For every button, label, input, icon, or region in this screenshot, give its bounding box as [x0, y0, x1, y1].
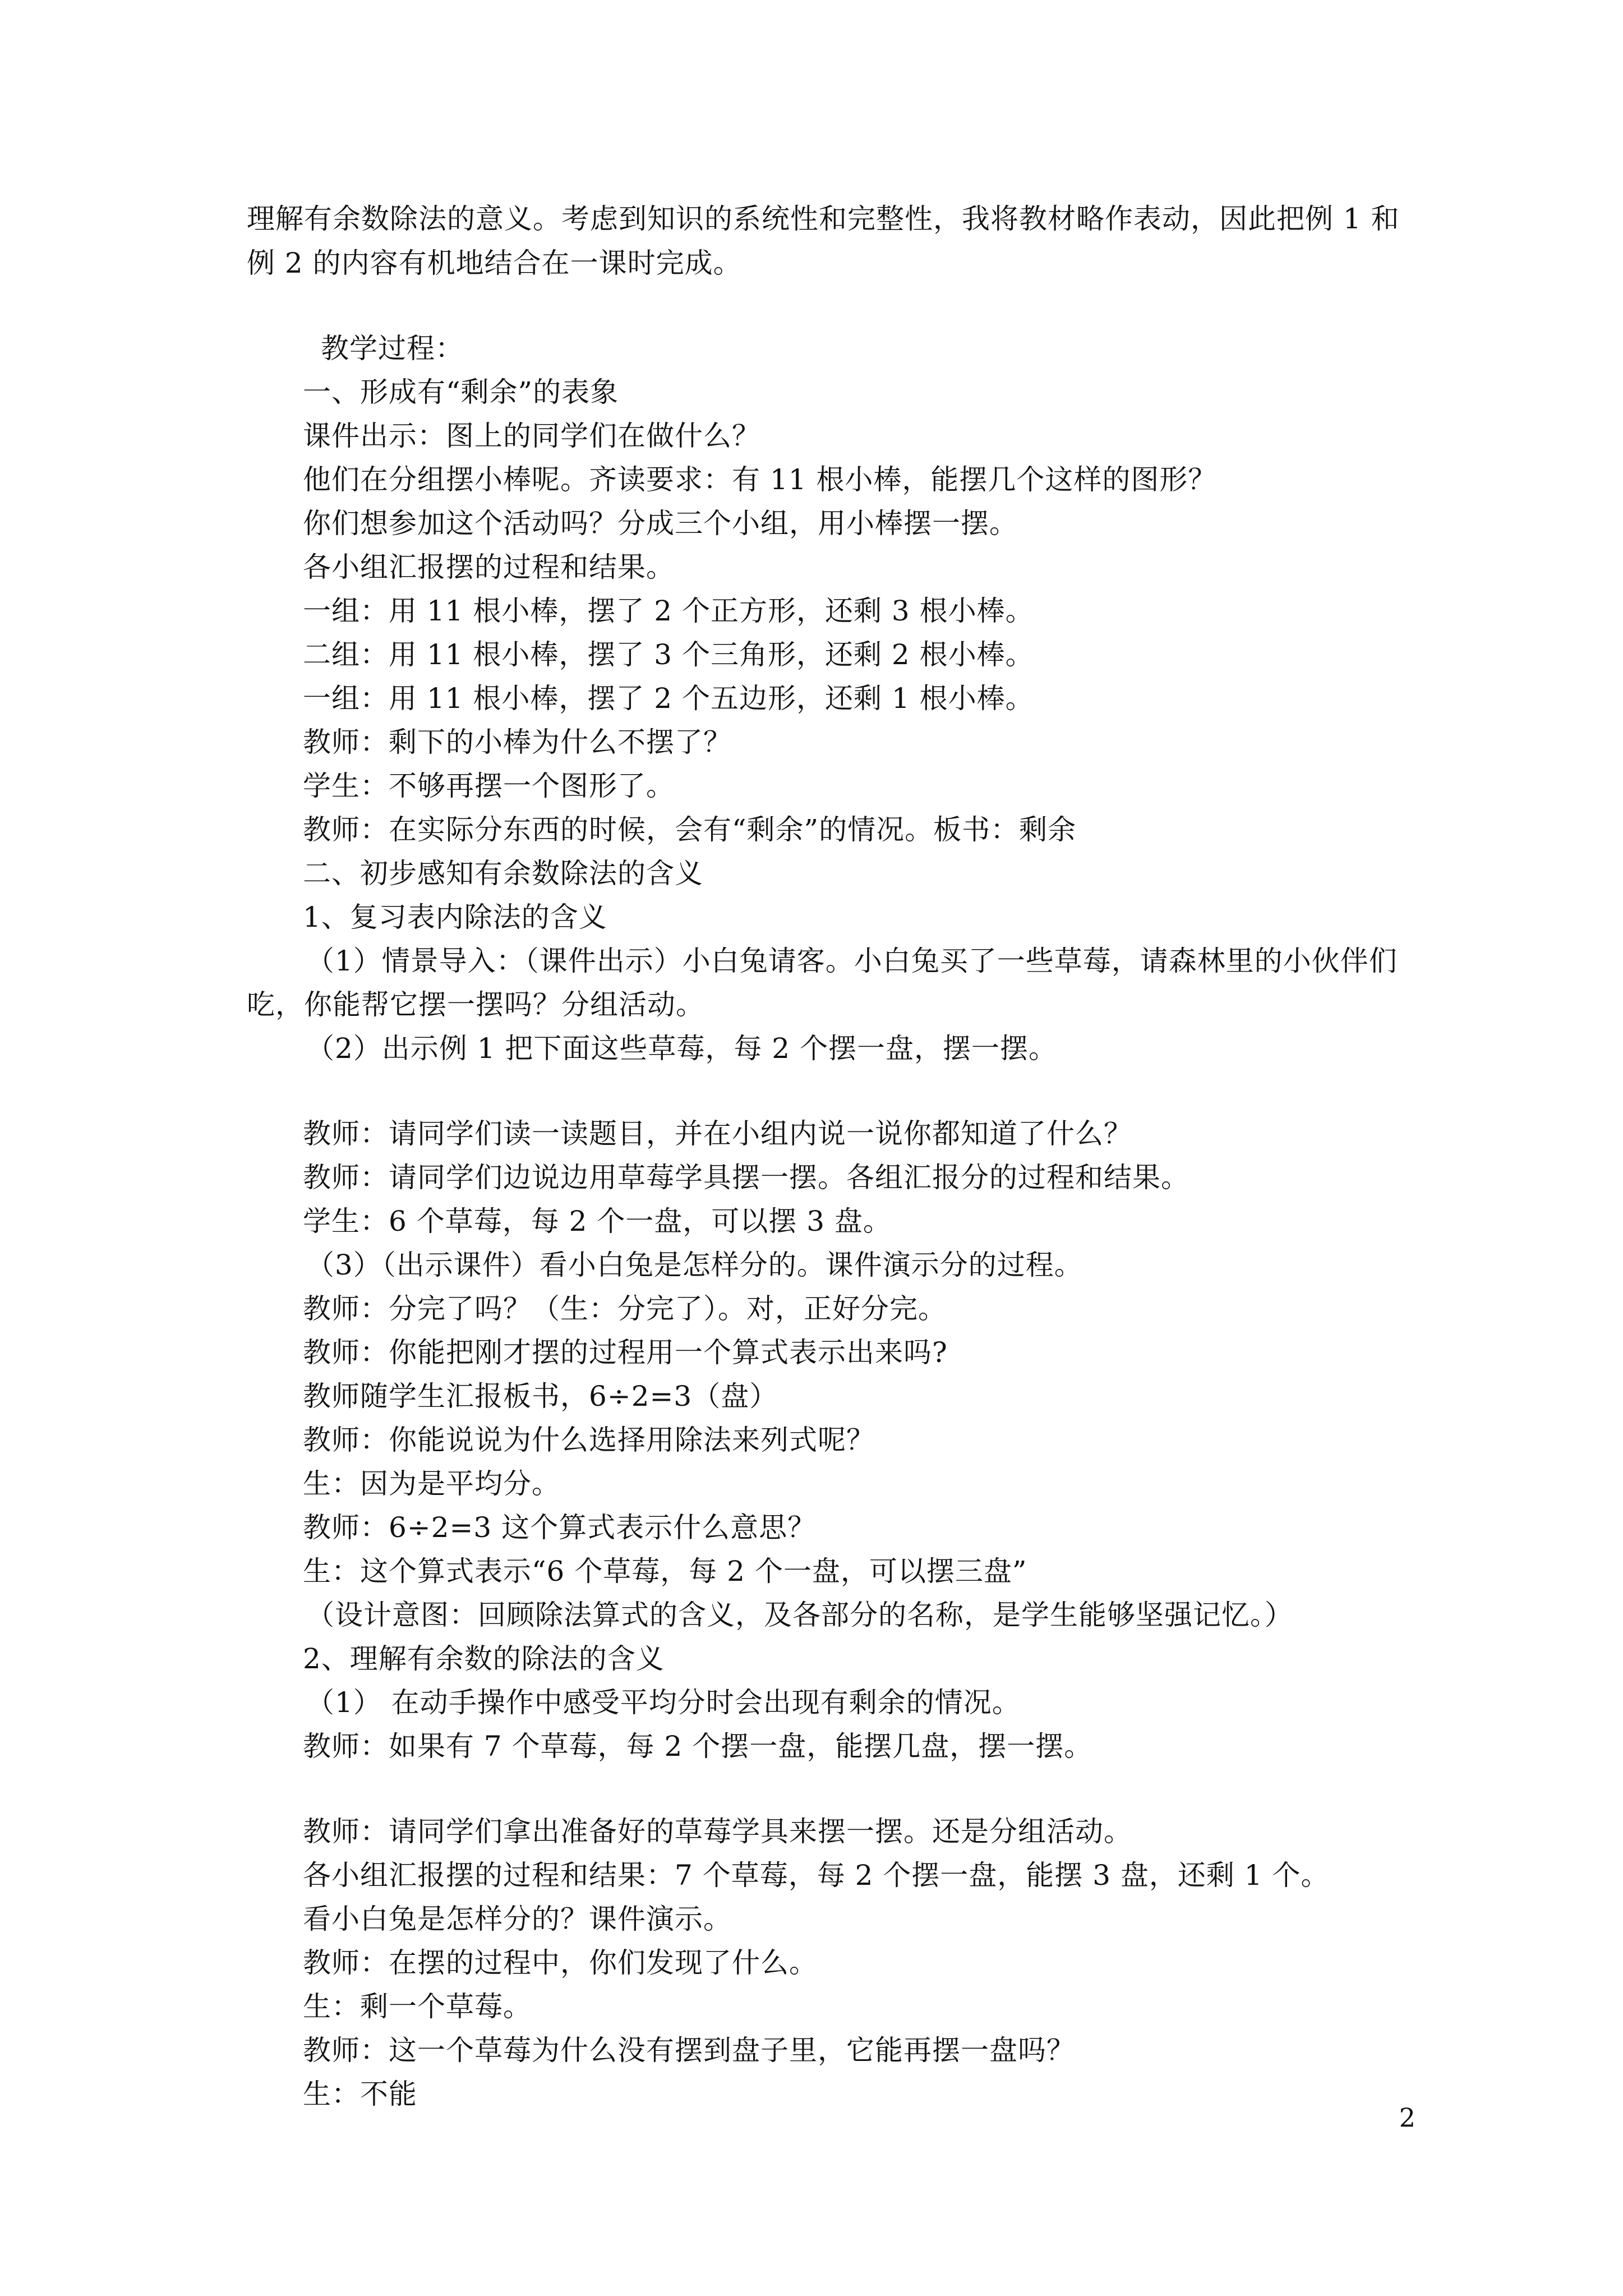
paragraph-line: 生：剩一个草莓。: [303, 1990, 532, 2023]
page-number: 2: [1399, 2102, 1415, 2133]
paragraph-line: （3）（出示课件）看小白兔是怎样分的。课件演示分的过程。: [306, 1249, 1083, 1281]
intro-line-2: 例 2 的内容有机地结合在一课时完成。: [247, 247, 742, 279]
section-1-title: 一、形成有“剩余”的表象: [303, 376, 619, 408]
paragraph-line: 各小组汇报摆的过程和结果。: [303, 551, 675, 583]
paragraph-line: 学生：不够再摆一个图形了。: [303, 770, 675, 802]
paragraph-line: 教师：你能说说为什么选择用除法来列式呢？: [303, 1424, 875, 1456]
paragraph-line: 生：不能: [303, 2078, 417, 2110]
subsection-2-title: 2、理解有余数的除法的含义: [303, 1642, 665, 1675]
paragraph-line: 生：因为是平均分。: [303, 1467, 560, 1500]
paragraph-line: （1）情景导入：（课件出示）小白兔请客。小白兔买了一些草莓，请森林里的小伙伴们: [306, 945, 1398, 977]
paragraph-line: 教师：分完了吗？（生：分完了）。对，正好分完。: [303, 1292, 947, 1325]
paragraph-line: 他们在分组摆小棒呢。齐读要求：有 11 根小棒，能摆几个这样的图形？: [303, 463, 1217, 496]
intro-line-1: 理解有余数除法的意义。考虑到知识的系统性和完整性，我将教材略作表动，因此把例 1 和: [247, 203, 1400, 235]
paragraph-line: 二组：用 11 根小棒，摆了 3 个三角形，还剩 2 根小棒。: [303, 638, 1034, 671]
paragraph-line: 吃，你能帮它摆一摆吗？分组活动。: [247, 988, 704, 1021]
paragraph-line: （设计意图：回顾除法算式的含义，及各部分的名称，是学生能够坚强记忆。）: [306, 1599, 1293, 1631]
paragraph-line: 教师：这一个草莓为什么没有摆到盘子里，它能再摆一盘吗？: [303, 2034, 1075, 2067]
paragraph-line: 课件出示：图上的同学们在做什么？: [303, 420, 760, 452]
paragraph-line: 一组：用 11 根小棒，摆了 2 个正方形，还剩 3 根小棒。: [303, 595, 1034, 627]
paragraph-line: 教师：请同学们读一读题目，并在小组内说一说你都知道了什么？: [303, 1117, 1132, 1150]
paragraph-line: 教师：请同学们拿出准备好的草莓学具来摆一摆。还是分组活动。: [303, 1815, 1132, 1848]
paragraph-line: 教师：在摆的过程中，你们发现了什么。: [303, 1947, 818, 1979]
subsection-1-title: 1、复习表内除法的含义: [303, 901, 607, 933]
paragraph-line: 教师随学生汇报板书，6÷2=3（盘）: [303, 1380, 778, 1412]
section-2-title: 二、初步感知有余数除法的含义: [303, 857, 703, 890]
paragraph-line: 教师：请同学们边说边用草莓学具摆一摆。各组汇报分的过程和结果。: [303, 1161, 1189, 1194]
paragraph-line: （2）出示例 1 把下面这些草莓，每 2 个摆一盘，摆一摆。: [306, 1032, 1058, 1065]
paragraph-line: 看小白兔是怎样分的？课件演示。: [303, 1903, 732, 1935]
paragraph-line: 教师：剩下的小棒为什么不摆了？: [303, 726, 732, 758]
teaching-process-heading: 教学过程：: [321, 332, 464, 365]
paragraph-line: 教师：6÷2=3 这个算式表示什么意思？: [303, 1511, 817, 1544]
paragraph-line: 学生：6 个草莓，每 2 个一盘，可以摆 3 盘。: [303, 1205, 892, 1237]
paragraph-line: 教师：你能把刚才摆的过程用一个算式表示出来吗?: [303, 1336, 948, 1369]
paragraph-line: 你们想参加这个活动吗？分成三个小组，用小棒摆一摆。: [303, 507, 1018, 540]
paragraph-line: 一组：用 11 根小棒，摆了 2 个五边形，还剩 1 根小棒。: [303, 682, 1034, 715]
paragraph-line: 生：这个算式表示“6 个草莓，每 2 个一盘，可以摆三盘”: [303, 1555, 1027, 1588]
paragraph-line: 教师：如果有 7 个草莓，每 2 个摆一盘，能摆几盘，摆一摆。: [303, 1730, 1093, 1763]
paragraph-line: （1） 在动手操作中感受平均分时会出现有剩余的情况。: [306, 1686, 1021, 1719]
paragraph-line: 教师：在实际分东西的时候，会有“剩余”的情况。板书：剩余: [303, 813, 1077, 846]
paragraph-line: 各小组汇报摆的过程和结果：7 个草莓，每 2 个摆一盘，能摆 3 盘，还剩 1 个。: [303, 1859, 1330, 1892]
